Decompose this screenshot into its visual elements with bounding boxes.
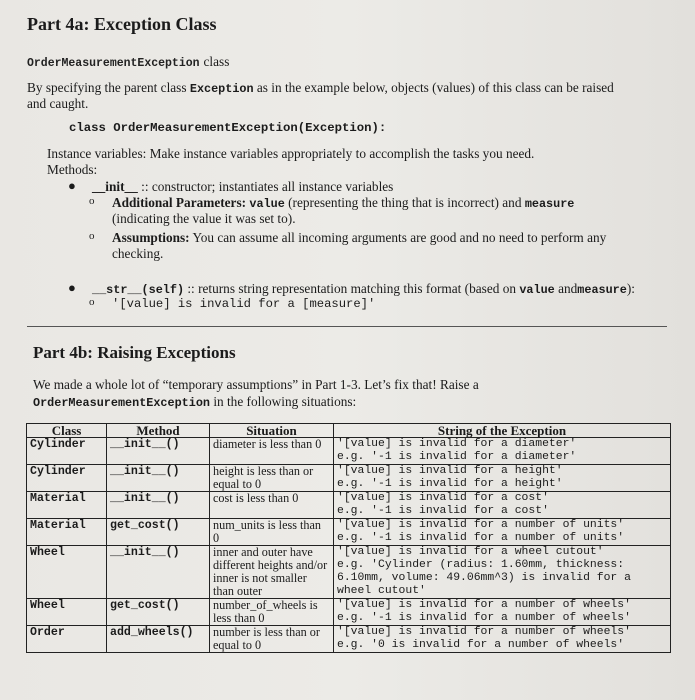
cell-situation: diameter is less than 0 [210,438,334,465]
exception-format: '[value] is invalid for a height' [337,465,563,477]
intro-class: OrderMeasurementException [33,396,210,410]
assume-label: Assumptions: [112,230,190,245]
intro-exception: Exception [189,82,254,96]
str-end: ): [626,281,635,296]
init-desc: :: constructor; instantiates all instance variables [141,179,394,194]
cell-situation: height is less than or equal to 0 [210,465,334,492]
str-and: and [558,281,578,296]
section-divider [27,326,667,327]
exception-format: '[value] is invalid for a cost' [337,492,549,504]
table-row [27,438,671,465]
methods-label: Methods: [47,162,98,177]
cell-situation: inner and outer have different heights and/or inner is not smaller than outer [210,546,334,599]
str-desc: :: returns string representation matching this format (based on [187,281,517,296]
cell-exception-string [334,438,671,465]
cell-class: Cylinder [27,465,107,492]
header-string: String of the Exception [334,424,671,438]
addl-params-line-2: (indicating the value it was set to). [112,211,296,226]
cell-situation: number_of_wheels is less than 0 [210,599,334,626]
table-row [27,519,671,546]
cell-method: __init__() [107,546,210,599]
exception-format: '[value] is invalid for a number of wheels' [337,626,631,638]
exception-example: e.g. '-1 is invalid for a cost' [337,505,549,517]
table-header-row [27,424,671,438]
header-method: Method [107,424,210,438]
str-measure: measure [577,283,627,297]
str-line [92,281,635,297]
cell-method: add_wheels() [107,626,210,653]
cell-method: __init__() [107,492,210,519]
intro-tail: in the following situations: [213,394,357,409]
cell-class: Material [27,519,107,546]
exception-format: '[value] is invalid for a wheel cutout' [337,546,604,558]
cell-exception-string [334,519,671,546]
cell-exception-string [334,492,671,519]
assumptions-line-2: checking. [112,246,164,261]
intro-line-2: and caught. [27,96,89,111]
init-name: __init__ [92,179,138,194]
exceptions-table [26,423,671,653]
cell-class: Material [27,492,107,519]
exception-example: e.g. 'Cylinder (radius: 1.60mm, thickness: 6.10mm, volume: 49.06mm^3) is invalid for a wheel cutout' [337,559,631,597]
cell-class: Cylinder [27,438,107,465]
exception-example: e.g. '0 is invalid for a number of wheels' [337,639,625,651]
cell-situation: number is less than or equal to 0 [210,626,334,653]
exception-example: e.g. '-1 is invalid for a diameter' [337,451,577,463]
intro-text-2: as in the example below, objects (values) of this class can be raised [256,80,614,95]
table-row [27,546,671,599]
table-row [27,465,671,492]
circle-bullet-icon: o [89,195,95,207]
circle-bullet-icon: o [89,230,95,242]
exception-example: e.g. '-1 is invalid for a height' [337,478,563,490]
str-value: value [519,283,555,297]
exception-format: '[value] is invalid for a diameter' [337,438,577,450]
addl-measure: measure [524,197,575,211]
cell-situation: num_units is less than 0 [210,519,334,546]
table-row [27,626,671,653]
part-4b-title: Part 4b: Raising Exceptions [33,343,236,362]
addl-text: (representing the thing that is incorrect) and [288,195,522,210]
bullet-icon: ● [68,280,76,295]
header-class: Class [27,424,107,438]
class-heading [27,53,229,71]
str-format: '[value] is invalid for a [measure]' [112,297,376,311]
instance-variables: Instance variables: Make instance variables appropriately to accomplish the tasks you need. [47,146,535,161]
code-line: class OrderMeasurementException(Exception): [69,121,387,135]
cell-class: Order [27,626,107,653]
circle-bullet-icon: o [89,296,95,308]
exception-format: '[value] is invalid for a number of wheels' [337,599,631,611]
table-row [27,492,671,519]
cell-class: Wheel [27,546,107,599]
cell-exception-string [334,599,671,626]
cell-method: __init__() [107,438,210,465]
intro-text: By specifying the parent class [27,80,187,95]
cell-situation: cost is less than 0 [210,492,334,519]
cell-class: Wheel [27,599,107,626]
assume-text: You can assume all incoming arguments are good and no need to perform any [192,230,607,245]
cell-method: get_cost() [107,599,210,626]
part-4a-title: Part 4a: Exception Class [27,14,217,34]
table-row [27,599,671,626]
addl-label: Additional Parameters: [112,195,247,210]
bullet-icon: ● [68,178,76,193]
init-line [92,179,393,195]
part-b-intro-2 [33,394,356,410]
header-situation: Situation [210,424,334,438]
cell-exception-string [334,546,671,599]
str-name: __str__(self) [92,283,185,297]
exception-format: '[value] is invalid for a number of units' [337,519,625,531]
part-b-intro-1: We made a whole lot of “temporary assumptions” in Part 1-3. Let’s fix that! Raise a [33,377,479,392]
cell-exception-string [334,465,671,492]
addl-value: value [249,197,285,211]
exception-example: e.g. '-1 is invalid for a number of wheels' [337,612,631,624]
exception-example: e.g. '-1 is invalid for a number of units' [337,532,625,544]
addl-params-line-1 [112,195,574,211]
cell-method: get_cost() [107,519,210,546]
class-name: OrderMeasurementException [27,57,200,70]
intro-line-1 [27,80,614,96]
cell-method: __init__() [107,465,210,492]
assumptions-line-1 [112,230,606,246]
class-word: class [203,54,230,69]
cell-exception-string [334,626,671,653]
